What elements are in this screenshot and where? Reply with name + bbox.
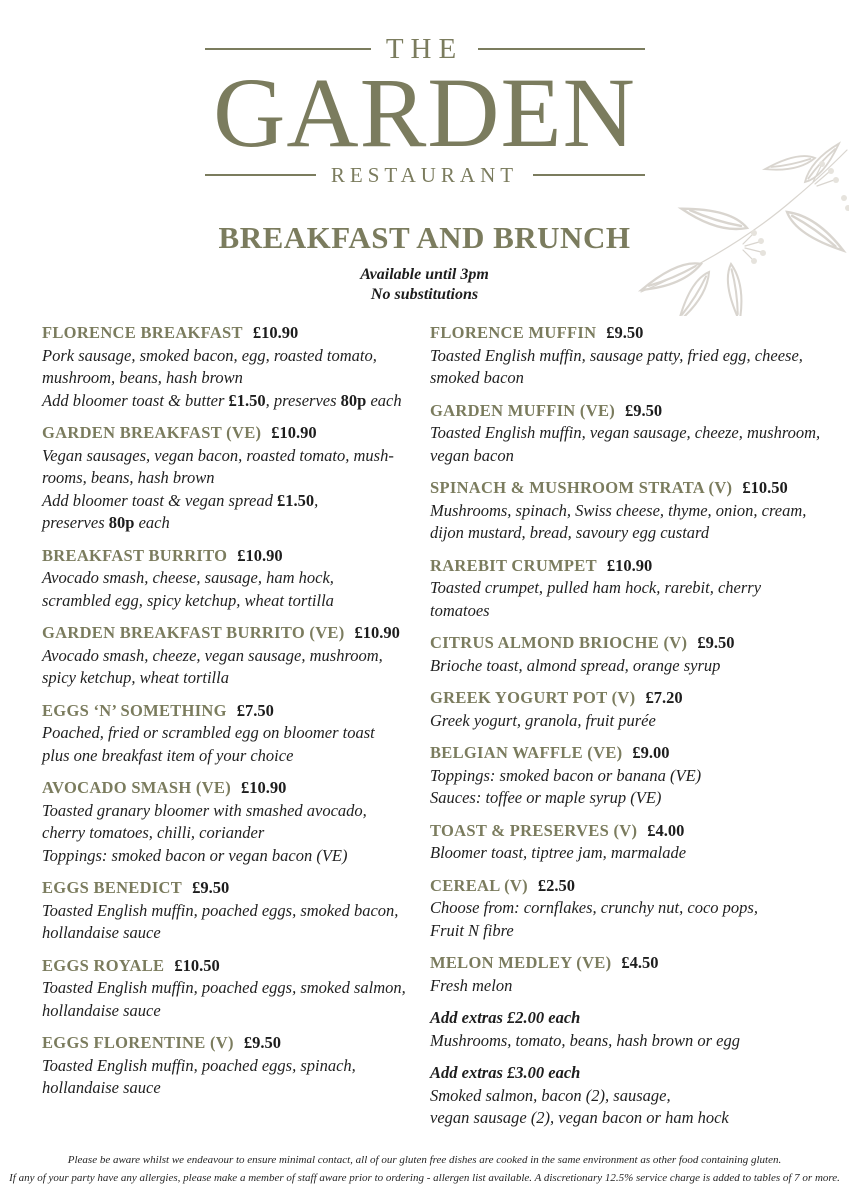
item-description-line: Vegan sausages, vegan bacon, roasted tomato, mush- (42, 445, 394, 465)
menu-item (430, 477, 822, 545)
item-title (430, 555, 822, 578)
item-price: £9.50 (192, 878, 230, 897)
item-name: AVOCADO SMASH (VE) (42, 778, 232, 797)
menu-body (42, 322, 821, 1140)
item-name: CITRUS ALMOND BRIOCHE (V) (430, 633, 688, 652)
footer-line-allergies: If any of your party have any allergies, please make a member of staff aware prior to ordering - allergen list available. A discretionary 12.5% service charge is added to tables of 7 or more. (9, 1171, 840, 1184)
menu-item (42, 877, 414, 945)
menu-item (430, 687, 822, 732)
item-price: £10.90 (237, 545, 283, 565)
item-price: £9.00 (632, 743, 670, 762)
menu-item (42, 322, 414, 412)
item-price: £7.50 (236, 700, 274, 720)
item-description-line: Toasted English muffin, poached eggs, smoked salmon, (42, 978, 406, 997)
item-description-line: Poached, fried or scrambled egg on bloomer toast (42, 723, 375, 742)
item-price: £10.50 (174, 955, 220, 975)
item-description-line: Mushrooms, tomato, beans, hash brown or egg (430, 1030, 740, 1050)
item-price: £9.50 (606, 323, 644, 342)
divider-line (478, 48, 644, 50)
page-title: BREAKFAST AND BRUNCH (218, 220, 631, 255)
menu-item (430, 632, 822, 677)
item-title (430, 477, 822, 500)
item-name: FLORENCE MUFFIN (430, 323, 597, 342)
allergen-footer (0, 1152, 849, 1187)
menu-item (42, 777, 414, 867)
menu-column-left (42, 322, 414, 1140)
item-price: £10.90 (252, 323, 299, 342)
menu-item (42, 545, 414, 613)
item-name: EGGS ‘N’ SOMETHING (42, 700, 227, 720)
item-title (430, 687, 822, 710)
item-title (430, 400, 822, 423)
item-description-line: Mushrooms, spinach, Swiss cheese, thyme, onion, cream, (430, 500, 807, 520)
item-title (42, 700, 414, 723)
item-description-line: Smoked salmon, bacon (2), sausage, (430, 1085, 671, 1105)
menu-item (42, 622, 414, 690)
menu-item (42, 955, 414, 1023)
item-title (42, 422, 414, 445)
item-description-line: Fresh melon (430, 975, 513, 995)
item-title (42, 777, 414, 800)
item-description-line: dijon mustard, bread, savoury egg custard (430, 523, 710, 542)
item-title (42, 322, 414, 345)
item-description-line: Toasted granary bloomer with smashed avocado, (42, 800, 367, 820)
menu-extra-block (430, 1062, 822, 1130)
item-name: CEREAL (V) (430, 875, 528, 895)
item-description-line: Brioche toast, almond spread, orange syrup (430, 655, 721, 675)
item-name: MELON MEDLEY (VE) (430, 953, 612, 972)
menu-item (430, 952, 822, 997)
item-title (430, 322, 822, 345)
item-description-line: mushroom, beans, hash brown (42, 368, 243, 387)
menu-item (430, 742, 822, 810)
item-name: RAREBIT CRUMPET (430, 555, 597, 575)
item-title (430, 952, 822, 975)
menu-item (430, 875, 822, 943)
item-price: £10.90 (606, 555, 653, 575)
item-description-line: smoked bacon (430, 368, 524, 387)
item-description-line: Greek yogurt, granola, fruit purée (430, 710, 656, 730)
item-description-line: Toasted crumpet, pulled ham hock, rarebit, cherry tomatoes (430, 578, 762, 620)
item-title (42, 1032, 414, 1055)
menu-item (42, 422, 414, 535)
item-price: £10.50 (742, 478, 788, 497)
item-name: GARDEN BREAKFAST BURRITO (VE) (42, 623, 345, 642)
item-description-line: Bloomer toast, tiptree jam, marmalade (430, 843, 687, 862)
item-name: TOAST & PRESERVES (V) (430, 820, 638, 840)
item-title (430, 742, 822, 765)
restaurant-logo (205, 0, 645, 187)
item-description-line: Add bloomer toast & vegan spread £1.50, (42, 490, 319, 510)
logo-name: GARDEN (213, 57, 636, 168)
availability-note: Available until 3pm (360, 266, 489, 283)
item-name: SPINACH & MUSHROOM STRATA (V) (430, 478, 733, 497)
item-name: GARDEN BREAKFAST (VE) (42, 423, 262, 442)
menu-extra-block (430, 1007, 822, 1052)
logo-the: THE (385, 33, 464, 65)
menu-item (430, 322, 822, 390)
menu-item (42, 1032, 414, 1100)
item-description-line: Toasted English muffin, vegan sausage, cheeze, mushroom, (430, 423, 821, 442)
item-name: EGGS BENEDICT (42, 878, 183, 897)
item-description-line: Toasted English muffin, poached eggs, smoked bacon, (42, 900, 399, 920)
item-name: GREEK YOGURT POT (V) (430, 688, 636, 707)
item-price: £9.50 (243, 1033, 281, 1052)
item-name: GARDEN MUFFIN (VE) (430, 400, 616, 420)
item-description-line: hollandaise sauce (42, 923, 161, 942)
divider-line (205, 48, 371, 50)
item-name: BREAKFAST BURRITO (42, 545, 228, 565)
item-description-line: spicy ketchup, wheat tortilla (42, 668, 229, 687)
item-name: EGGS ROYALE (42, 955, 165, 975)
item-title (42, 622, 414, 645)
item-description-line: Add bloomer toast & butter £1.50, preserves 80p each (42, 390, 402, 410)
item-description-line: plus one breakfast item of your choice (42, 745, 294, 765)
item-description-line: Toasted English muffin, poached eggs, spinach, (42, 1055, 356, 1075)
extra-title: Add extras £3.00 each (430, 1063, 581, 1082)
item-description-line: Avocado smash, cheese, sausage, ham hock, (42, 568, 334, 587)
item-description-line: preserves 80p each (42, 513, 170, 532)
item-description-line: Fruit N fibre (430, 920, 514, 940)
menu-item (42, 700, 414, 768)
menu-item (430, 555, 822, 623)
menu-item (430, 820, 822, 865)
item-description-line: hollandaise sauce (42, 1078, 161, 1097)
item-title (430, 875, 822, 898)
menu-column-right (430, 322, 822, 1140)
menu-item (430, 400, 822, 468)
item-title (42, 877, 414, 900)
item-price: £10.90 (241, 778, 287, 797)
item-name: FLORENCE BREAKFAST (42, 323, 243, 342)
substitutions-note: No substitutions (370, 286, 479, 303)
item-title (42, 955, 414, 978)
item-title (430, 632, 822, 655)
item-description-line: Choose from: cornflakes, crunchy nut, coco pops, (430, 898, 758, 917)
item-description-line: Avocado smash, cheeze, vegan sausage, mushroom, (42, 645, 383, 665)
item-description-line: Pork sausage, smoked bacon, egg, roasted tomato, (42, 345, 377, 365)
leaf-branch-icon (637, 140, 849, 316)
item-description-line: scrambled egg, spicy ketchup, wheat tortilla (42, 590, 334, 610)
item-title (430, 820, 822, 843)
item-price: £9.50 (625, 400, 663, 420)
item-description-line: vegan sausage (2), vegan bacon or ham hock (430, 1108, 729, 1127)
item-description-line: Toppings: smoked bacon or banana (VE) (430, 765, 702, 785)
item-price: £2.50 (537, 875, 576, 895)
item-description-line: Toppings: smoked bacon or vegan bacon (VE) (42, 845, 348, 865)
item-description-line: Toasted English muffin, sausage patty, fried egg, cheese, (430, 345, 803, 365)
item-price: £10.90 (271, 423, 317, 442)
divider-line (205, 174, 316, 176)
item-description-line: hollandaise sauce (42, 1000, 161, 1020)
logo-subtitle: RESTAURANT (330, 163, 519, 187)
item-description-line: vegan bacon (430, 445, 514, 465)
item-description-line: rooms, beans, hash brown (42, 468, 215, 487)
item-price: £7.20 (645, 688, 683, 707)
item-name: BELGIAN WAFFLE (VE) (430, 743, 623, 762)
item-price: £4.00 (647, 820, 685, 840)
item-price: £10.90 (354, 623, 400, 642)
item-price: £4.50 (621, 953, 659, 972)
divider-line (533, 174, 644, 176)
item-title (42, 545, 414, 568)
item-price: £9.50 (697, 633, 735, 652)
item-description-line: cherry tomatoes, chilli, coriander (42, 823, 265, 842)
footer-line-gluten: Please be aware whilst we endeavour to ensure minimal contact, all of our gluten free dishes are cooked in the same environment as other food containing gluten. (67, 1154, 782, 1166)
item-description-line: Sauces: toffee or maple syrup (VE) (430, 788, 662, 807)
item-name: EGGS FLORENTINE (V) (42, 1033, 234, 1052)
extra-title: Add extras £2.00 each (430, 1008, 581, 1027)
